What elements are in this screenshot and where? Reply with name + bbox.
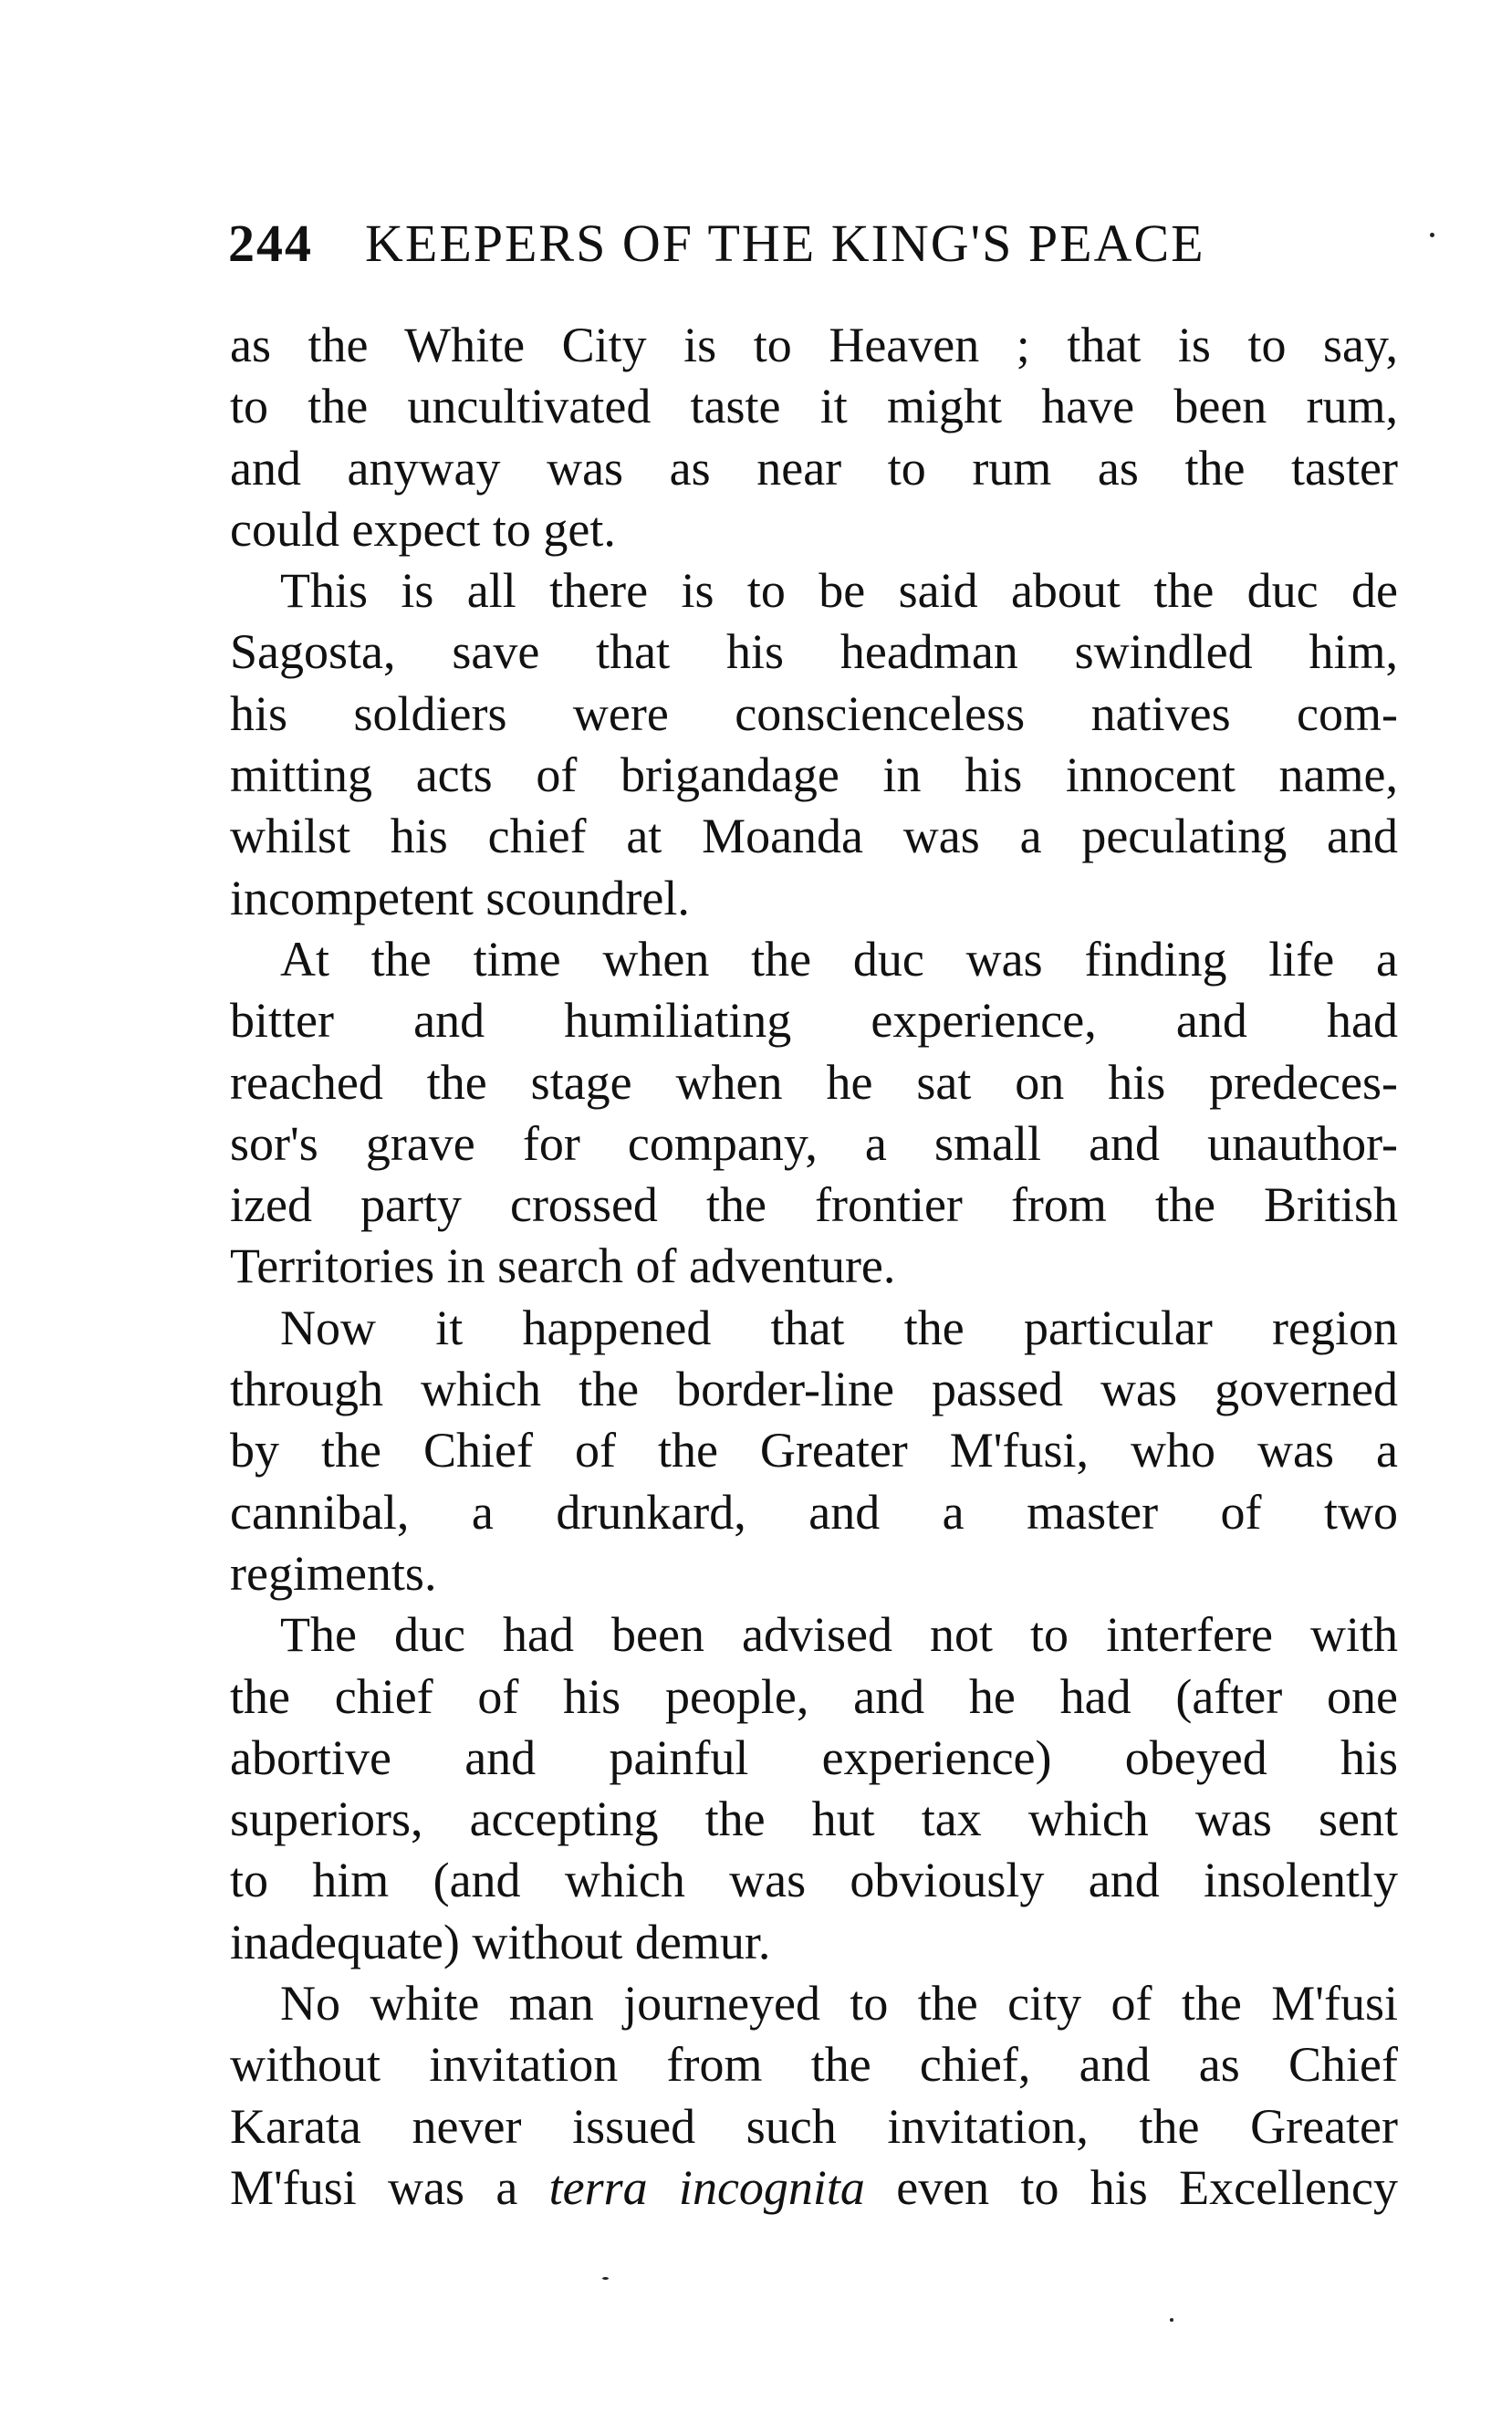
text-line: the chief of his people, and he had (after one xyxy=(230,1668,1398,1724)
text-line: without invitation from the chief, and as Chief xyxy=(230,2037,1398,2093)
text-line: No white man journeyed to the city of the M'fusi xyxy=(280,1976,1398,2032)
text-line: sor's grave for company, a small and unauthor- xyxy=(230,1115,1398,1171)
text-line: through which the border-line passed was governed xyxy=(230,1362,1398,1417)
text-line: regiments. xyxy=(230,1545,437,1601)
paragraph-6 xyxy=(230,1973,1398,2219)
page-number: 244 xyxy=(228,214,313,273)
text-line: The duc had been advised not to interfere with xyxy=(280,1607,1398,1663)
text-line: to him (and which was obviously and insolently xyxy=(230,1853,1398,1908)
text-line: and anyway was as near to rum as the taster xyxy=(230,440,1398,496)
text-run: M'fusi was a xyxy=(230,2159,549,2215)
text-line: This is all there is to be said about the duc de xyxy=(280,563,1398,619)
text-line: whilst his chief at Moanda was a peculating and xyxy=(230,809,1398,864)
italic-phrase: terra incognita xyxy=(548,2159,865,2215)
text-line: mitting acts of brigandage in his innocent name, xyxy=(230,747,1398,803)
paragraph-4 xyxy=(230,1298,1398,1604)
text-line: reached the stage when he sat on his predeces- xyxy=(230,1054,1398,1110)
text-line: could expect to get. xyxy=(230,501,616,557)
running-title: KEEPERS OF THE KING'S PEACE xyxy=(365,214,1205,273)
text-run: even to his Excellency xyxy=(864,2159,1398,2215)
text-line: At the time when the duc was finding life a xyxy=(280,931,1398,987)
ink-speck xyxy=(1170,2318,1173,2322)
text-line: Sagosta, save that his headman swindled him, xyxy=(230,624,1398,680)
text-line: Now it happened that the particular region xyxy=(280,1300,1398,1355)
text-line: Karata never issued such invitation, the Greater xyxy=(230,2098,1398,2154)
paragraph-2 xyxy=(230,560,1398,929)
text-line: his soldiers were conscienceless natives com- xyxy=(230,685,1398,741)
paragraph-5 xyxy=(230,1604,1398,1973)
paragraph-1 xyxy=(230,315,1398,560)
paragraph-3 xyxy=(230,929,1398,1298)
running-head xyxy=(228,212,1405,276)
text-line: abortive and painful experience) obeyed his xyxy=(230,1729,1398,1785)
body-text xyxy=(230,315,1398,2219)
text-line: by the Chief of the Greater M'fusi, who was a xyxy=(230,1423,1398,1478)
text-line: Territories in search of adventure. xyxy=(230,1238,896,1294)
text-line: incompetent scoundrel. xyxy=(230,870,690,925)
ink-speck xyxy=(602,2277,609,2280)
text-line: as the White City is to Heaven ; that is to say, xyxy=(230,318,1398,372)
text-line: superiors, accepting the hut tax which was sent xyxy=(230,1792,1398,1847)
text-line: cannibal, a drunkard, and a master of two xyxy=(230,1484,1398,1540)
text-line: inadequate) without demur. xyxy=(230,1914,771,1969)
text-line: ized party crossed the frontier from the British xyxy=(230,1177,1398,1233)
text-line: to the uncultivated taste it might have been rum, xyxy=(230,379,1398,434)
ink-speck xyxy=(1430,233,1434,237)
text-line: bitter and humiliating experience, and had xyxy=(230,993,1398,1049)
text-line-with-italic xyxy=(230,2157,1398,2219)
